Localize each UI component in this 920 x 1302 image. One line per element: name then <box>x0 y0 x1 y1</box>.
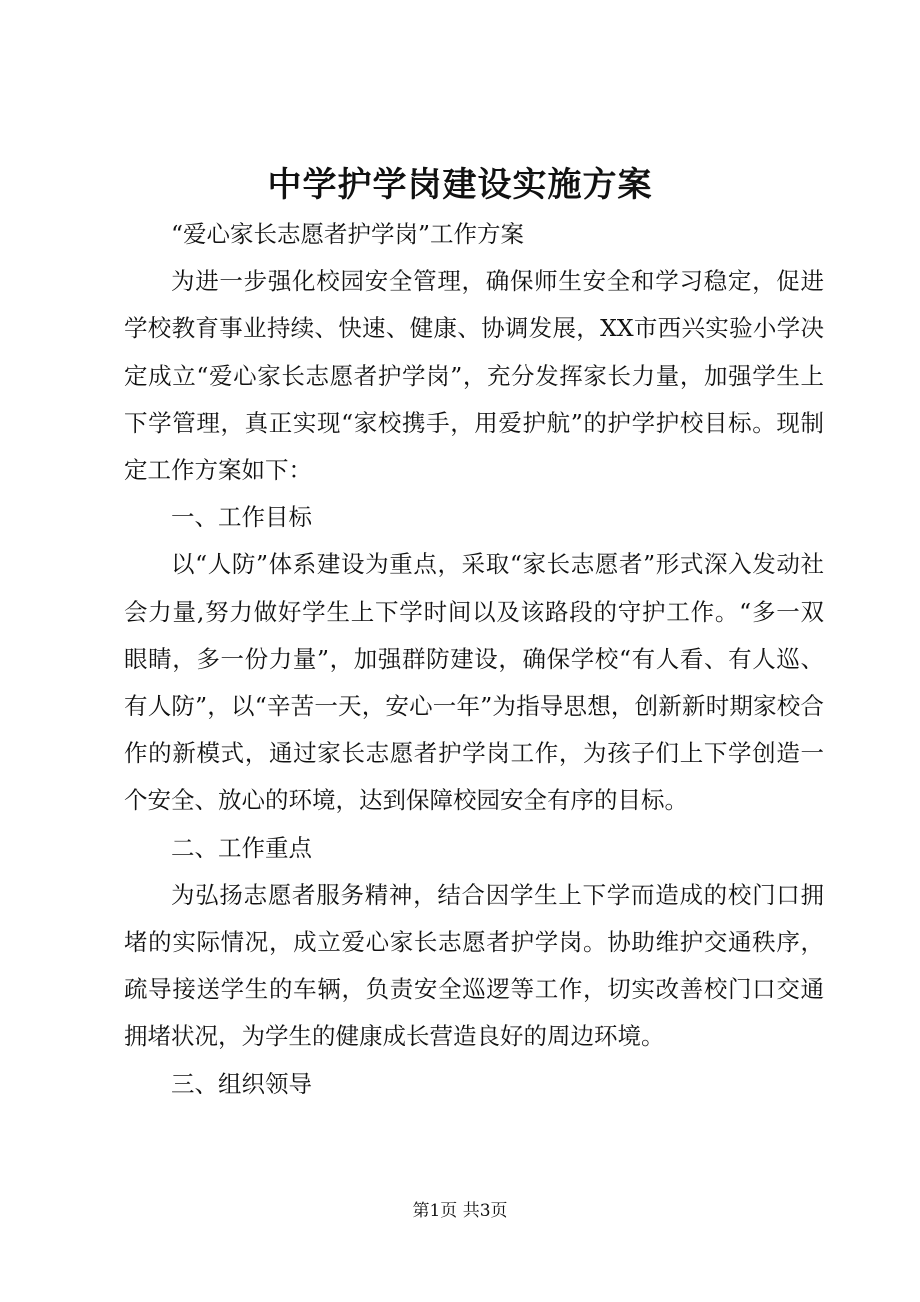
intro-paragraph: 为进一步强化校园安全管理，确保师生安全和学习稳定，促进学校教育事业持续、快速、健康、协调发展，XX市西兴实验小学决定成立“爱心家长志愿者护学岗”，充分发挥家长力量，加强学生上下学管理，真正实现“家校携手，用爱护航”的护学护校目标。现制定工作方案如下： <box>124 267 824 485</box>
goals-paragraph: 以“人防”体系建设为重点，采取“家长志愿者”形式深入发动社会力量,努力做好学生上下学时间以及该路段的守护工作。“多一双眼睛，多一份力量”，加强群防建设，确保学校“有人看、有人巡、有人防”，以“辛苦一天，安心一年”为指导思想，创新新时期家校合作的新模式，通过家长志愿者护学岗工作，为孩子们上下学创造一个安全、放心的环境，达到保障校园安全有序的目标。 <box>124 550 824 815</box>
section-heading-focus: 二、工作重点 <box>171 833 312 862</box>
section-heading-goals: 一、工作目标 <box>171 503 312 532</box>
document-title: 中学护学岗建设实施方案 <box>267 165 653 205</box>
subtitle-paragraph: “爱心家长志愿者护学岗”工作方案 <box>171 220 525 248</box>
document-body <box>124 211 824 1108</box>
section-heading-leadership: 三、组织领导 <box>171 1069 312 1098</box>
focus-paragraph: 为弘扬志愿者服务精神，结合因学生上下学而造成的校门口拥堵的实际情况，成立爱心家长志愿者护学岗。协助维护交通秩序，疏导接送学生的车辆，负责安全巡逻等工作，切实改善校门口交通拥堵状况，为学生的健康成长营造良好的周边环境。 <box>124 880 824 1051</box>
page-number-footer: 第1页 共3页 <box>412 1201 508 1221</box>
